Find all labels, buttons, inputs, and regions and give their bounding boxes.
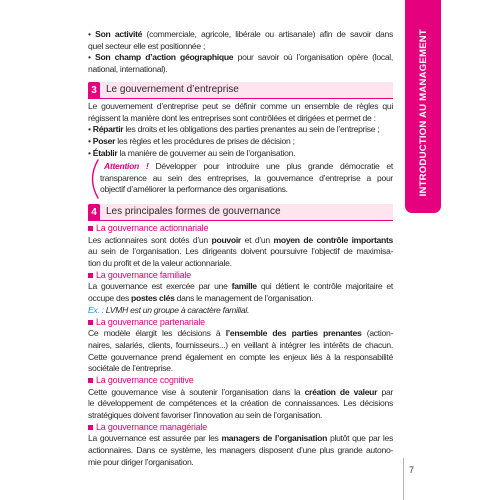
text-paragraph <box>88 136 393 148</box>
page-number-rule <box>403 458 404 500</box>
subsection-title <box>88 270 393 282</box>
text-run: Cette gouvernance vise à soutenir l’organisation dans la <box>88 386 305 397</box>
section-4-body <box>88 223 393 468</box>
text-run: le développement de compétences et la création de connaissances. Les décisions <box>88 398 393 409</box>
text-line <box>88 52 393 64</box>
text-line <box>88 445 393 457</box>
subsection-title <box>88 223 393 235</box>
bold-text: Son champ d’action géographique <box>95 52 234 63</box>
text-run: quel secteur elle est positionnée ; <box>88 40 206 51</box>
section-4-heading <box>88 204 393 221</box>
text-run: les droits et les obligations des parties prenantes au sein de l’entreprise ; <box>123 124 380 135</box>
text-run: stratégiques doivent favoriser l’innovation au sein de l’organisation. <box>88 410 323 420</box>
subsection-title-text: La gouvernance partenariale <box>96 316 205 327</box>
text-paragraph <box>88 328 393 375</box>
text-run: • <box>88 29 96 39</box>
subsection-title <box>88 422 393 434</box>
text-paragraph <box>88 52 393 75</box>
section-number-badge: 4 <box>88 204 100 221</box>
text-line <box>88 101 393 113</box>
text-line <box>88 148 393 160</box>
section-3-heading <box>88 82 393 99</box>
text-run: Ce modèle élargit les décisions à <box>88 328 226 339</box>
text-line <box>88 363 393 375</box>
text-line <box>88 281 393 293</box>
subsection-title-text: La gouvernance actionnariale <box>96 223 209 233</box>
text-line <box>88 328 393 340</box>
text-run: dans le management de l’organisation. <box>174 293 314 304</box>
attention-note <box>100 161 393 196</box>
text-run: Cette gouvernance prend également en compte les enjeux liés à la responsabilité <box>88 351 393 362</box>
text-line <box>88 64 393 76</box>
subsection-title-line <box>88 223 393 235</box>
square-bullet-icon <box>88 273 93 278</box>
text-run: qui détient le contrôle majoritaire et <box>256 281 393 292</box>
intro-bullets <box>88 29 393 76</box>
square-bullet-icon <box>88 320 93 325</box>
bold-text: Poser <box>92 136 116 147</box>
text-run: national, international). <box>88 64 168 75</box>
bold-text: pouvoir <box>211 234 241 245</box>
bold-text: Répartir <box>92 124 124 135</box>
text-run: pour savoir où l’organisation opère (local, <box>233 52 394 63</box>
text-run: la manière de gouverner au sein de l’organisation. <box>117 147 296 158</box>
text-paragraph <box>88 29 393 52</box>
text-line <box>100 161 393 173</box>
page-number: 7 <box>409 465 415 475</box>
text-paragraph <box>88 101 393 124</box>
text-run: • <box>88 147 93 158</box>
subsection-title-line <box>88 317 393 329</box>
text-run: naires, salariés, clients, fournisseurs...) en veillant à intégrer les intérêts de chacun. <box>88 339 393 350</box>
text-run: au sein de l’organisation. Les dirigeants doivent poursuivre l’objectif de maximisa- <box>88 246 393 257</box>
bold-text: l’ensemble des parties prenantes <box>225 328 362 339</box>
text-run: (commerciale, agricole, libérale ou artisanale) afin de savoir dans <box>142 29 393 39</box>
chapter-side-tab-label: INTRODUCTION AU MANAGEMENT <box>417 28 429 197</box>
bold-text: Son activité <box>95 29 143 39</box>
text-line <box>88 398 393 410</box>
text-run: La gouvernance est exercée par une <box>88 281 232 292</box>
text-line <box>88 305 393 317</box>
text-line <box>88 246 393 258</box>
text-run: mie pour diriger l’organisation. <box>88 456 194 467</box>
text-paragraph <box>88 281 393 304</box>
text-paragraph <box>88 124 393 136</box>
text-line <box>88 352 393 364</box>
text-line <box>100 184 393 196</box>
text-run: • <box>88 136 93 147</box>
section-title: Le gouvernement d’entreprise <box>106 84 239 95</box>
text-run: tion du profit et de la valeur actionnariale. <box>88 258 232 269</box>
text-run: Le gouvernement d’entreprise peut se définir comme un ensemble de règles qui <box>88 101 393 111</box>
bold-text: création de valeur <box>304 386 378 397</box>
text-run: régissent la manière dont les entreprises sont contrôlées et dirigées et permet de : <box>88 112 376 123</box>
text-line <box>88 124 393 136</box>
text-run: Les actionnaires sont dotés d’un <box>88 234 212 245</box>
chapter-side-tab <box>405 0 441 213</box>
text-line <box>88 136 393 148</box>
text-line <box>100 173 393 185</box>
subsection-title <box>88 375 393 387</box>
subsection-title-line <box>88 375 393 387</box>
text-line <box>88 41 393 53</box>
italic-text: LVMH est un groupe à caractère familial. <box>105 304 250 315</box>
subsection-title-text: La gouvernance familiale <box>96 269 192 280</box>
bold-text: moyen de contrôle importants <box>273 234 394 245</box>
text-run: • <box>88 124 93 135</box>
text-paragraph <box>88 387 393 422</box>
text-paragraph <box>88 305 393 317</box>
attention-bracket-icon <box>86 158 100 200</box>
text-run: et d’un <box>240 234 274 245</box>
text-paragraph <box>88 148 393 160</box>
square-bullet-icon <box>88 378 93 383</box>
text-run: La gouvernance est assurée par les <box>88 433 222 444</box>
text-run: transparence au sein des entreprises, la gouvernance d’entreprise a pour <box>100 172 393 183</box>
text-line <box>88 258 393 270</box>
text-line <box>88 387 393 399</box>
text-run: (action- <box>361 328 394 339</box>
text-line <box>88 410 393 422</box>
text-run: actionnaires. Dans ce système, les managers disposent d’une plus grande autono- <box>88 445 393 456</box>
text-line <box>88 113 393 125</box>
text-line <box>88 29 393 41</box>
subsection-title-line <box>88 270 393 282</box>
example-label: Ex. : <box>88 304 104 315</box>
text-line <box>88 235 393 247</box>
text-paragraph <box>100 161 393 196</box>
text-run: plutôt que par les <box>327 433 393 444</box>
bold-text: postes clés <box>131 293 175 304</box>
square-bullet-icon <box>88 226 93 231</box>
text-paragraph <box>88 235 393 270</box>
text-line <box>88 457 393 469</box>
text-run: par <box>377 386 393 397</box>
attention-label: Attention ! <box>104 161 149 171</box>
text-line <box>88 293 393 305</box>
section-number-badge: 3 <box>88 82 100 99</box>
text-run: • <box>88 52 96 63</box>
text-line <box>88 340 393 352</box>
bold-text: Établir <box>92 147 118 158</box>
subsection-title-text: La gouvernance managériale <box>96 421 208 432</box>
bold-text: managers de l’organisation <box>221 433 328 444</box>
section-3-body <box>88 101 393 159</box>
text-run: Développer pour introduire une plus grande démocratie et <box>148 161 393 171</box>
text-run: occupe des <box>88 293 132 304</box>
bold-text: famille <box>231 281 257 292</box>
square-bullet-icon <box>88 425 93 430</box>
subsection-title-text: La gouvernance cognitive <box>96 374 194 385</box>
subsection-title <box>88 317 393 329</box>
text-paragraph <box>88 433 393 468</box>
text-run: les règles et les procédures de prises de décision ; <box>115 136 295 147</box>
text-run: objectif d’améliorer la performance des organisations. <box>100 184 288 195</box>
text-run: sociétale de l’entreprise. <box>88 363 173 374</box>
text-line <box>88 433 393 445</box>
section-title: Les principales formes de gouvernance <box>106 206 281 217</box>
subsection-title-line <box>88 422 393 434</box>
